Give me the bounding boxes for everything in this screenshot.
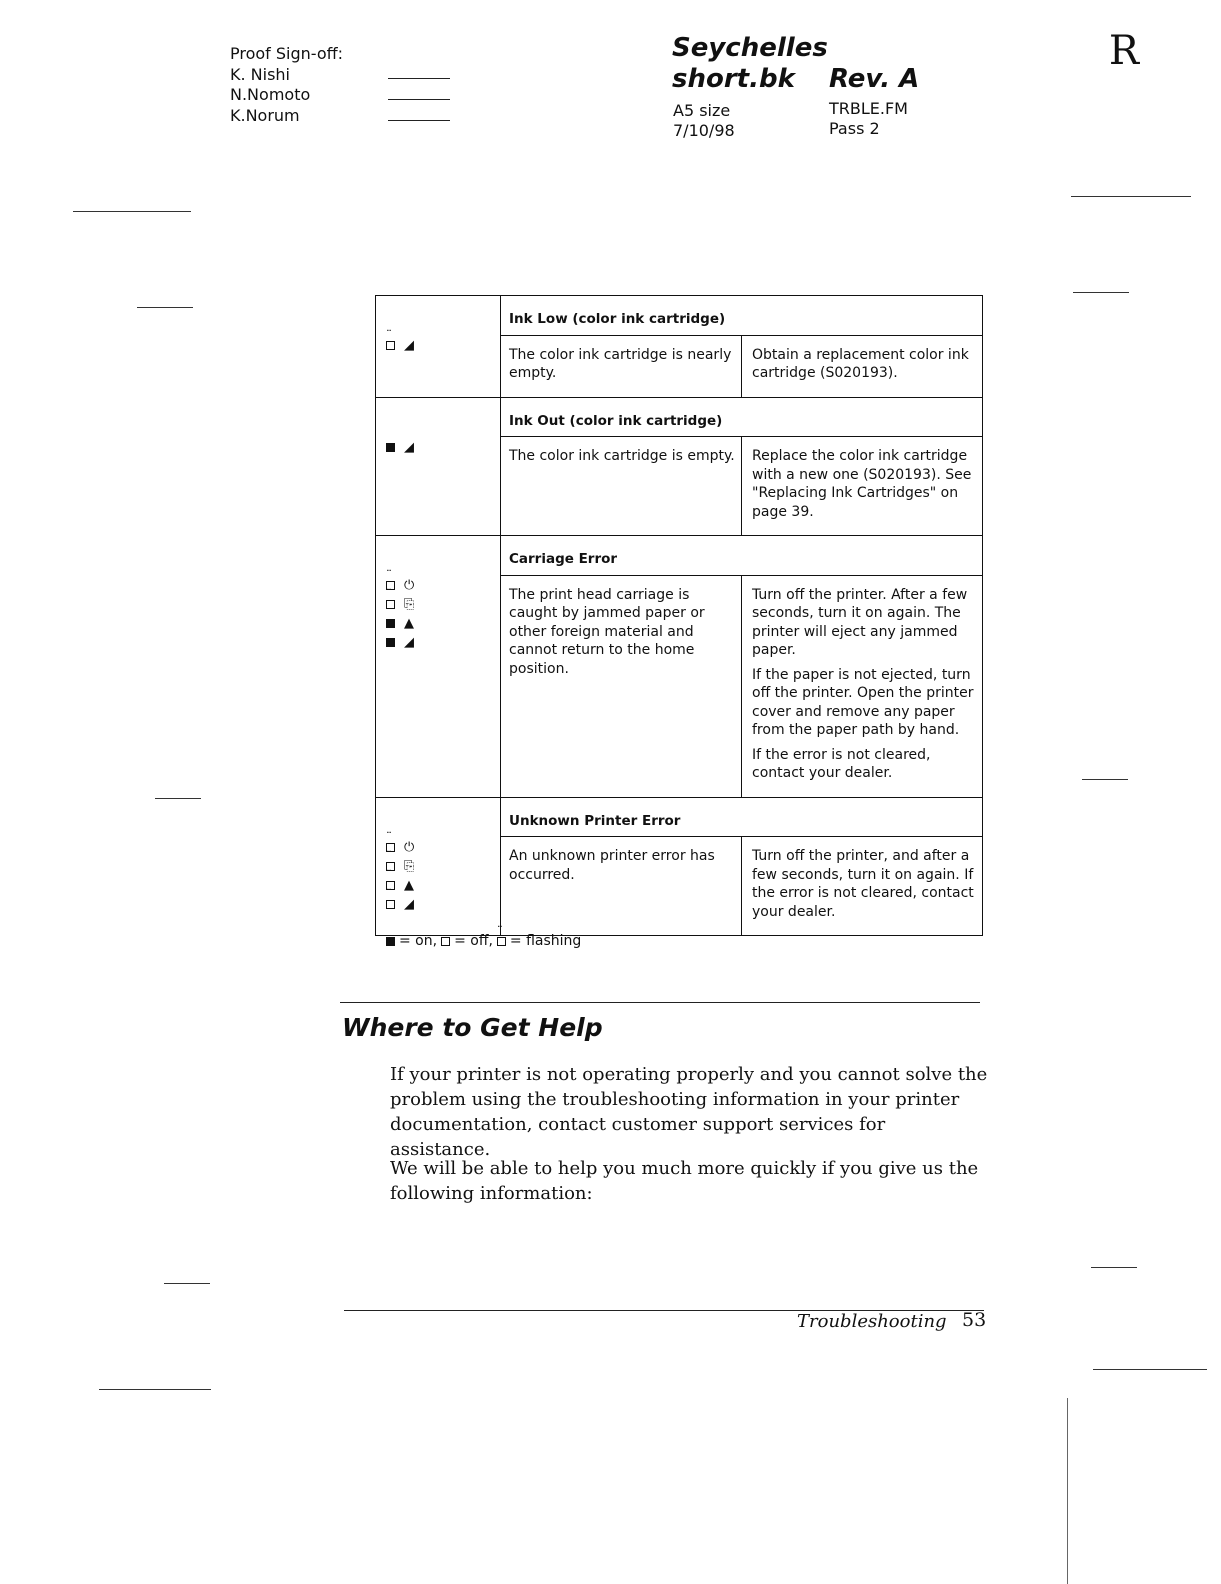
indicator-row bbox=[386, 438, 500, 457]
book-file: short.bk bbox=[672, 64, 795, 94]
color-ink-icon: ◢ bbox=[404, 635, 414, 650]
page-number: 53 bbox=[962, 1309, 987, 1331]
body-paragraph: We will be able to help you much more quickly if you give us the following information: bbox=[390, 1158, 979, 1204]
indicator-lights bbox=[376, 296, 501, 398]
error-title-row bbox=[376, 397, 983, 437]
doc-date: 7/10/98 bbox=[673, 121, 735, 140]
error-cause: The color ink cartridge is nearly empty. bbox=[501, 335, 742, 397]
paper-icon: ⎘ bbox=[404, 597, 415, 612]
error-title: Carriage Error bbox=[501, 536, 983, 576]
error-title: Unknown Printer Error bbox=[501, 797, 983, 837]
margin-mark bbox=[164, 1283, 210, 1284]
error-solution bbox=[742, 335, 983, 397]
solution-paragraph: If the error is not cleared, contact your dealer. bbox=[752, 746, 931, 781]
color-ink-icon: ◢ bbox=[404, 439, 414, 455]
error-title: Ink Out (color ink cartridge) bbox=[501, 397, 983, 437]
body-paragraph: If your printer is not operating properly and you cannot solve the problem using the troubleshooting information in your printer documentation, contact customer support services for assistance. bbox=[390, 1064, 988, 1160]
solution-paragraph: If the paper is not ejected, turn off the printer. Open the printer cover and remove any paper from the paper path by hand. bbox=[752, 666, 974, 738]
legend-on-label: = on, bbox=[399, 933, 438, 949]
margin-mark bbox=[1082, 779, 1128, 780]
revision-label: Rev. A bbox=[829, 64, 920, 94]
lamp-flashing-icon bbox=[386, 900, 395, 909]
margin-mark bbox=[1091, 1267, 1137, 1268]
section-rule bbox=[340, 1002, 980, 1003]
power-icon: ⏻ bbox=[404, 839, 415, 855]
indicator-lights bbox=[376, 397, 501, 536]
error-title-row bbox=[376, 536, 983, 576]
error-cause: The color ink cartridge is empty. bbox=[501, 437, 742, 536]
solution-paragraph: Turn off the printer, and after a few seconds, turn it on again. If the error is not cleared, contact your dealer. bbox=[752, 848, 974, 920]
indicator-lights bbox=[376, 797, 501, 936]
revision-mark: R bbox=[1108, 28, 1139, 74]
indicator-row bbox=[386, 576, 500, 595]
legend-flashing-label: = flashing bbox=[509, 933, 582, 949]
legend bbox=[386, 933, 581, 949]
margin-mark bbox=[1093, 1369, 1207, 1370]
margin-mark bbox=[155, 798, 201, 799]
indicator-row bbox=[386, 895, 500, 914]
indicator-row bbox=[386, 336, 500, 355]
legend-off-label: = off, bbox=[454, 933, 493, 949]
margin-mark bbox=[73, 211, 191, 212]
proof-name: N.Nomoto bbox=[230, 85, 311, 104]
indicator-lights bbox=[376, 536, 501, 798]
error-solution bbox=[742, 437, 983, 536]
pass-number: Pass 2 bbox=[829, 119, 880, 138]
lamp-flashing-icon bbox=[386, 600, 395, 609]
proof-name: K. Nishi bbox=[230, 64, 290, 84]
paper-icon: ⎘ bbox=[404, 858, 415, 874]
lamp-on-icon bbox=[386, 619, 395, 628]
black-ink-icon: ▲ bbox=[404, 877, 414, 893]
signature-line bbox=[388, 120, 450, 121]
error-title-row bbox=[376, 797, 983, 837]
page-size: A5 size bbox=[673, 101, 731, 120]
margin-mark bbox=[1067, 1398, 1068, 1584]
power-icon: ⏻ bbox=[404, 578, 415, 593]
indicator-row bbox=[386, 595, 500, 614]
error-solution bbox=[742, 837, 983, 936]
margin-mark bbox=[1071, 196, 1191, 197]
error-cause: The print head carriage is caught by jammed paper or other foreign material and cannot return to the home position. bbox=[501, 575, 742, 797]
lamp-flashing-icon bbox=[386, 341, 395, 350]
color-ink-icon: ◢ bbox=[404, 896, 414, 912]
source-file: TRBLE.FM bbox=[829, 99, 908, 118]
lamp-on-icon bbox=[386, 443, 395, 452]
lamp-on-icon bbox=[386, 937, 395, 946]
indicator-row bbox=[386, 838, 500, 857]
signature-line bbox=[388, 99, 450, 100]
error-table bbox=[375, 295, 983, 936]
margin-mark bbox=[1073, 292, 1129, 293]
solution-paragraph: Replace the color ink cartridge with a new one (S020193). See "Replacing Ink Cartridges" on page 39. bbox=[752, 448, 972, 520]
error-solution bbox=[742, 575, 983, 797]
error-cause: An unknown printer error has occurred. bbox=[501, 837, 742, 936]
margin-mark bbox=[99, 1389, 211, 1390]
proof-heading: Proof Sign-off: bbox=[230, 44, 344, 63]
lamp-on-icon bbox=[386, 638, 395, 647]
solution-paragraph: Obtain a replacement color ink cartridge (S020193). bbox=[752, 346, 969, 381]
margin-mark bbox=[137, 307, 193, 308]
error-title-row bbox=[376, 296, 983, 336]
proof-signoff bbox=[230, 44, 343, 126]
solution-paragraph: Turn off the printer. After a few seconds, turn it on again. The printer will eject any jammed paper. bbox=[752, 586, 968, 658]
color-ink-icon: ◢ bbox=[404, 338, 414, 353]
chapter-name: Troubleshooting bbox=[797, 1311, 947, 1332]
book-title: Seychelles bbox=[672, 33, 828, 63]
indicator-row bbox=[386, 857, 500, 876]
lamp-flashing-icon bbox=[497, 937, 506, 946]
black-ink-icon: ▲ bbox=[404, 616, 414, 631]
lamp-off-icon bbox=[441, 937, 450, 946]
section-title: Where to Get Help bbox=[342, 1013, 603, 1042]
error-title: Ink Low (color ink cartridge) bbox=[501, 296, 983, 336]
indicator-row bbox=[386, 614, 500, 633]
proof-name: K.Norum bbox=[230, 105, 300, 125]
indicator-row bbox=[386, 876, 500, 895]
signature-line bbox=[388, 78, 450, 79]
indicator-row bbox=[386, 633, 500, 652]
